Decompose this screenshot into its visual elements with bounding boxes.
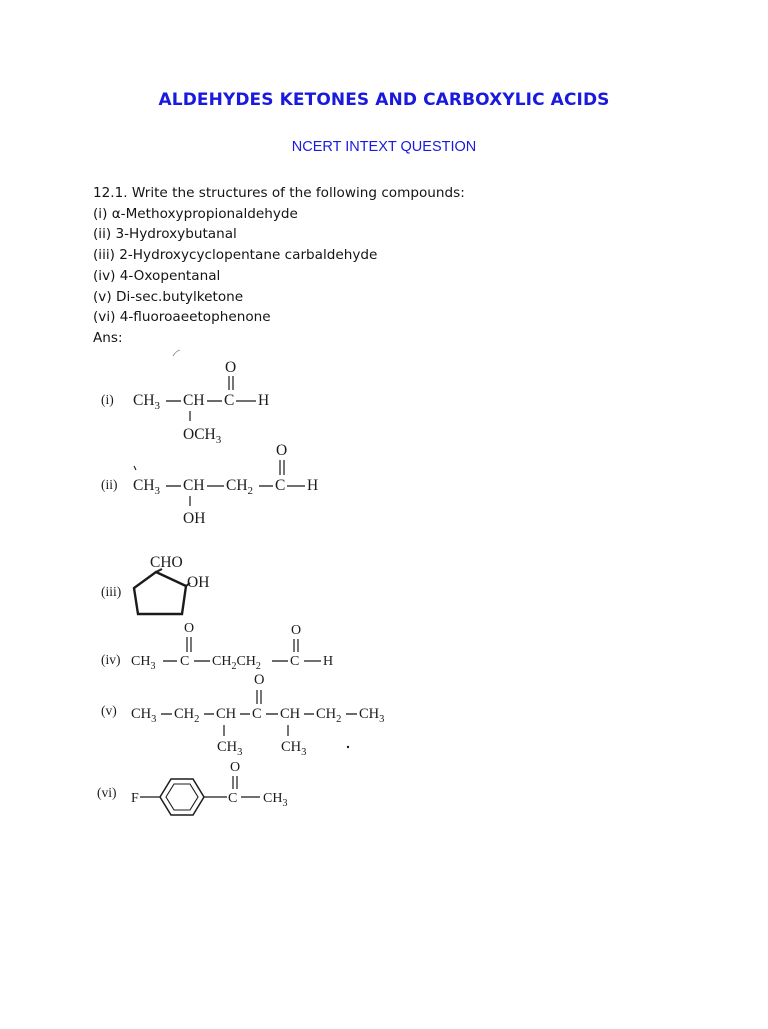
- structure-iv-c: C: [180, 654, 190, 669]
- structure-iv: [101, 621, 333, 672]
- structure-i-c: C: [224, 392, 235, 409]
- question-item-iii: (iii) 2-Hydroxycyclopentane carbaldehyde: [93, 247, 378, 264]
- structure-vi-label: (vi): [97, 785, 117, 800]
- question-item-ii: (ii) 3-Hydroxybutanal: [93, 226, 237, 243]
- structure-vi-o: O: [230, 760, 241, 775]
- structure-i-ch3: $CH_3$: [133, 392, 161, 412]
- question-item-i: (i) α-Methoxypropionaldehyde: [93, 205, 298, 222]
- structure-ii-c: C: [275, 477, 286, 494]
- structure-iii: [101, 554, 209, 614]
- structure-iii-oh: OH: [187, 574, 210, 591]
- structure-iii-cho: CHO: [150, 554, 183, 571]
- structure-v-ch2b: $CH_2$: [316, 706, 342, 725]
- structure-i-ch: CH: [183, 392, 205, 409]
- structure-ii-ch: CH: [183, 477, 205, 494]
- structure-iv-o2: O: [291, 623, 302, 638]
- structure-ii: [101, 442, 318, 527]
- structure-i-h: H: [258, 392, 270, 409]
- structure-iv-ch2ch2: $CH_2CH_2$: [212, 654, 261, 672]
- structure-iv-label: (iv): [101, 652, 121, 667]
- structure-v-o: O: [254, 672, 265, 688]
- structure-v-ch3a: $CH_3$: [131, 706, 157, 725]
- question-item-iv: (iv) 4-Oxopentanal: [93, 267, 221, 284]
- structure-i-och3: $OCH_3$: [183, 426, 222, 446]
- structure-ii-h: H: [307, 477, 319, 494]
- structure-i-label: (i): [101, 392, 114, 407]
- structure-iv-ch3: $CH_3$: [131, 654, 156, 672]
- structure-iv-h: H: [323, 654, 334, 669]
- structure-iii-label: (iii): [101, 584, 122, 599]
- structure-ii-ch3: $CH_3$: [133, 477, 161, 497]
- structure-v-ch3b: $CH_3$: [359, 706, 385, 725]
- structure-v-ch3c: $CH_3$: [217, 739, 243, 758]
- structure-ii-ch2: $CH_2$: [226, 477, 254, 497]
- structure-v-ch3d: $CH_3$: [281, 739, 307, 758]
- structure-vi-f: F: [131, 791, 139, 806]
- cyclopentane-ring: [134, 572, 186, 614]
- question-item-vi: (vi) 4-fluoroaeetophenone: [93, 309, 271, 326]
- question-prompt: 12.1. Write the structures of the following compounds:: [93, 185, 465, 201]
- structure-v-ch-b: CH: [280, 706, 301, 722]
- structure-iv-c2: C: [290, 654, 300, 669]
- answer-label: Ans:: [93, 329, 123, 346]
- structure-i-o: O: [225, 359, 237, 376]
- question-item-v: (v) Di-sec.butylketone: [93, 288, 244, 305]
- document-title: ALDEHYDES KETONES AND CARBOXYLIC ACIDS: [158, 90, 610, 110]
- structure-v-label: (v): [101, 703, 117, 718]
- structure-iv-o1: O: [184, 621, 195, 636]
- structure-v: [101, 672, 384, 758]
- document-subtitle: NCERT INTEXT QUESTION: [291, 139, 477, 155]
- structure-v-ch2a: $CH_2$: [174, 706, 200, 725]
- structure-ii-oh: OH: [183, 510, 206, 527]
- structure-v-c: C: [252, 706, 262, 722]
- structure-vi-ch3: $CH_3$: [263, 791, 288, 809]
- structure-i: [101, 359, 269, 446]
- structure-vi-c: C: [228, 791, 238, 806]
- structure-ii-label: (ii): [101, 477, 118, 492]
- structure-ii-o: O: [276, 442, 288, 459]
- structure-vi: [97, 760, 287, 815]
- structure-v-ch-a: CH: [216, 706, 237, 722]
